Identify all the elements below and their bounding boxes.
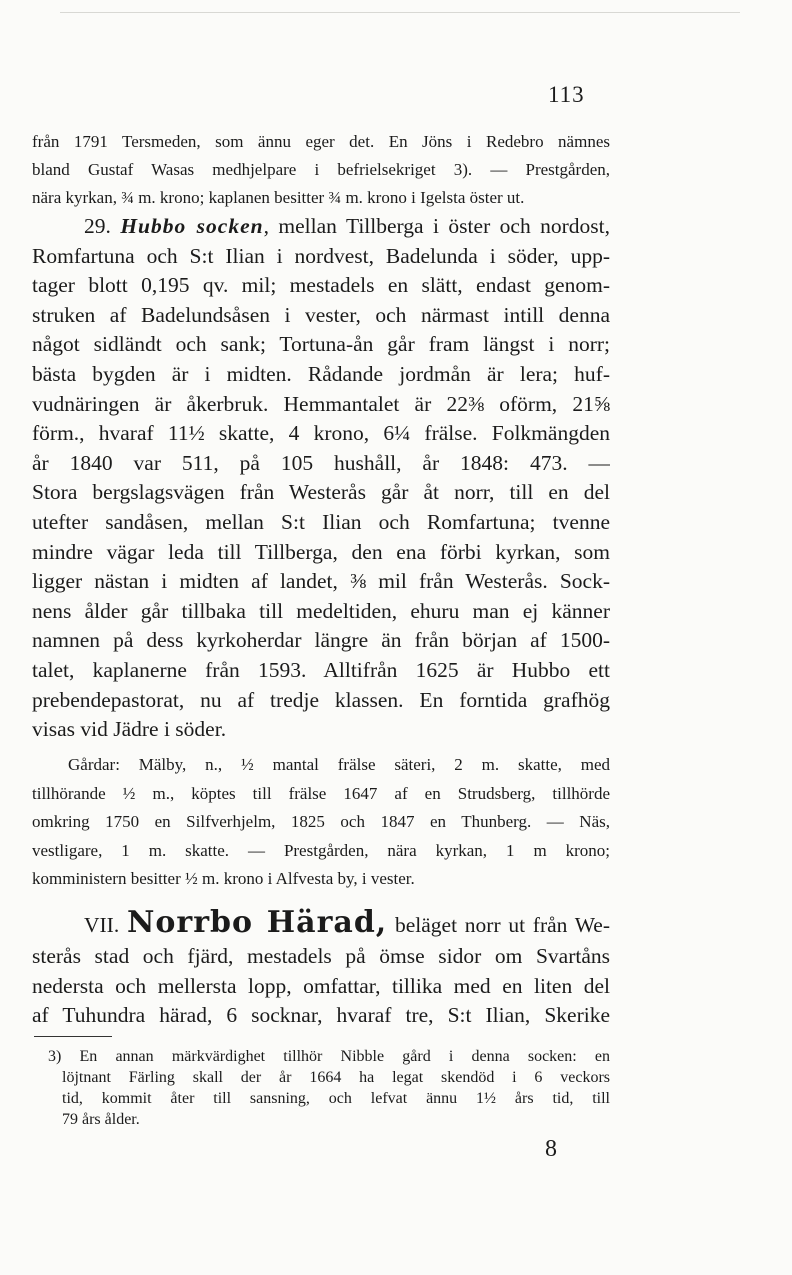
heading-line-rest: beläget norr ut från We- xyxy=(394,913,610,937)
intro-line: från 1791 Tersmeden, som ännu eger det. En Jöns i Redebro nämnes xyxy=(32,132,610,151)
body-line: nedersta och mellersta lopp, omfattar, tillika med en liten del xyxy=(32,973,610,998)
footnote-line: tid, kommit åter till sansning, och lefvat ännu 1½ års tid, till xyxy=(62,1090,610,1107)
body-line: tager blott 0,195 qv. mil; mestadels en slätt, endast genom- xyxy=(32,273,610,298)
footnote-line: 79 års ålder. xyxy=(62,1111,140,1128)
footnote-marker: 3) xyxy=(48,1048,62,1065)
section-title: Hubbo socken xyxy=(120,214,264,238)
intro-paragraph xyxy=(32,128,610,212)
hubbo-section xyxy=(32,212,610,745)
gardar-line: Gårdar: Mälby, n., ½ mantal frälse säteri, 2 m. skatte, med xyxy=(68,755,610,774)
body-line: af Tuhundra härad, 6 socknar, hvaraf tre, S:t Ilian, Skerike xyxy=(32,1003,610,1028)
body-line: namnen på dess kyrkoherdar längre än från början af 1500- xyxy=(32,628,610,653)
footnote-text: En annan märkvärdighet tillhör Nibble gård i denna socken: en xyxy=(79,1048,610,1065)
intro-line: nära kyrkan, ¾ m. krono; kaplanen besitter ¾ m. krono i Igelsta öster ut. xyxy=(32,188,525,207)
hubbo-heading-line xyxy=(32,212,610,242)
norrbo-section xyxy=(32,906,610,1031)
body-line: förm., hvaraf 11½ skatte, 4 krono, 6¼ frälse. Folkmängden xyxy=(32,421,610,446)
body-line: ligger nästan i midten af landet, ⅜ mil från Westerås. Sock- xyxy=(32,569,610,594)
footnote-line xyxy=(48,1046,610,1067)
gardar-line: komministern besitter ½ m. krono i Alfvesta by, i vester. xyxy=(32,869,415,889)
body-line: vudnäringen är åkerbruk. Hemmantalet är 22⅜ oförm, 21⅝ xyxy=(32,391,610,416)
body-line: visas vid Jädre i söder. xyxy=(32,717,227,742)
section-title: Norrbo Härad, xyxy=(126,906,388,940)
norrbo-heading-line xyxy=(32,906,610,942)
signature-mark: 8 xyxy=(545,1136,557,1162)
body-line: prebendepastorat, nu af tredje klassen. En forntida grafhög xyxy=(32,687,610,712)
body-line: talet, kaplanerne från 1593. Alltifrån 1625 är Hubbo ett xyxy=(32,657,610,682)
gardar-line: vestligare, 1 m. skatte. — Prestgården, nära kyrkan, 1 m krono; xyxy=(32,840,610,860)
page-number: 113 xyxy=(548,82,585,107)
body-line: år 1840 var 511, på 105 hushåll, år 1848: 473. — xyxy=(32,450,610,475)
body-line: nens ålder går tillbaka till medeltiden, ehuru man ej känner xyxy=(32,598,610,623)
scan-artifact-line xyxy=(60,12,740,13)
section-number: VII. xyxy=(84,913,120,937)
body-line: struken af Badelundsåsen i vester, och närmast intill denna xyxy=(32,302,610,327)
body-line: något sidländt och sank; Tortuna-ån går fram längst i norr; xyxy=(32,332,610,357)
body-line: Romfartuna och S:t Ilian i nordvest, Badelunda i söder, upp- xyxy=(32,243,610,268)
body-line: bästa bygden är i midten. Rådande jordmån är lera; huf- xyxy=(32,361,610,386)
section-number: 29. xyxy=(84,214,111,238)
gardar-line: omkring 1750 en Silfverhjelm, 1825 och 1847 en Thunberg. — Näs, xyxy=(32,812,610,832)
body-line: mindre vägar leda till Tillberga, den ena förbi kyrkan, som xyxy=(32,539,610,564)
body-line: Stora bergslagsvägen från Westerås går åt norr, till en del xyxy=(32,480,610,505)
footnote-line: löjtnant Färling skall der år 1664 ha legat skendöd i 6 veckors xyxy=(62,1069,610,1086)
intro-line: bland Gustaf Wasas medhjelpare i befrielsekriget 3). — Prestgården, xyxy=(32,160,610,179)
heading-line-rest: , mellan Tillberga i öster och nordost, xyxy=(263,214,610,238)
gardar-line: tillhörande ½ m., köptes till frälse 1647 af en Strudsberg, tillhörde xyxy=(32,783,610,803)
footnote-rule xyxy=(34,1036,112,1037)
footnote xyxy=(48,1046,610,1130)
body-line: utefter sandåsen, mellan S:t Ilian och Romfartuna; tvenne xyxy=(32,509,610,534)
gardar-paragraph xyxy=(32,751,610,894)
body-line: sterås stad och fjärd, mestadels på ömse sidor om Svartåns xyxy=(32,944,610,968)
